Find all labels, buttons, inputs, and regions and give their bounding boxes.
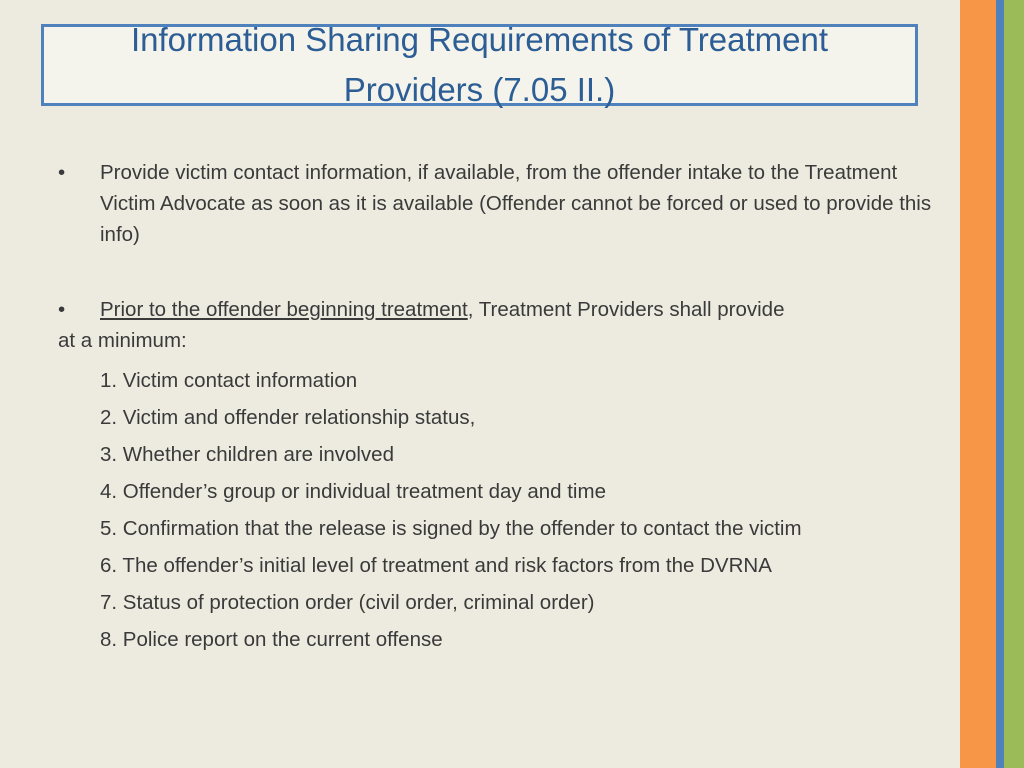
requirements-list [58, 362, 938, 658]
list-item: 2. Victim and offender relationship status, [100, 406, 476, 429]
decorative-stripe-orange [960, 0, 996, 768]
bullet-2-text: , Treatment Providers shall provide [467, 298, 785, 321]
bullet-icon: • [58, 161, 66, 184]
bullet-1-text: Provide victim contact information, if available, from the offender intake to the Treatment Victim Advocate as soon as it is available (Offender cannot be forced or used to provide this info) [100, 161, 932, 246]
bullet-2-underlined-text: Prior to the offender beginning treatment [100, 298, 468, 321]
bullet-item-2 [58, 294, 938, 325]
list-item: 1. Victim contact information [100, 369, 358, 392]
list-item: 3. Whether children are involved [100, 443, 394, 466]
list-item: 6. The offender’s initial level of treatment and risk factors from the DVRNA [100, 554, 772, 577]
title-line-1: Information Sharing Requirements of Treatment [130, 21, 828, 58]
title-line-2: Providers (7.05 II.) [343, 71, 616, 108]
slide-body [58, 157, 938, 658]
bullet-item-1 [58, 157, 938, 250]
slide-title [70, 15, 890, 115]
decorative-stripe-green [1004, 0, 1024, 768]
list-item: 8. Police report on the current offense [100, 628, 443, 651]
decorative-stripe-blue [996, 0, 1004, 768]
bullet-2-continuation: at a minimum: [58, 329, 187, 352]
bullet-icon: • [58, 298, 66, 321]
list-item: 5. Confirmation that the release is signed by the offender to contact the victim [100, 517, 802, 540]
list-item: 4. Offender’s group or individual treatment day and time [100, 480, 606, 503]
list-item: 7. Status of protection order (civil order, criminal order) [100, 591, 595, 614]
title-box [41, 21, 918, 108]
